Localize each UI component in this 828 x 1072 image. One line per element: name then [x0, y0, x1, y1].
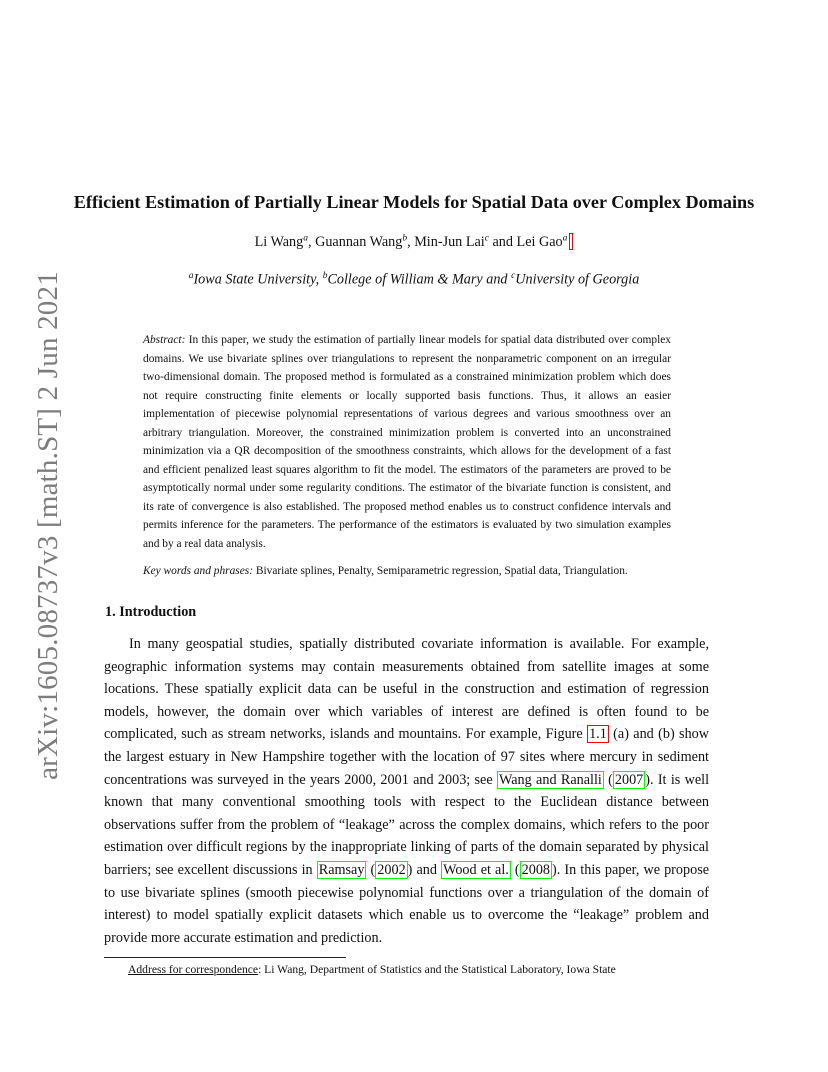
abstract-label: Abstract:: [143, 334, 186, 346]
paper-title: Efficient Estimation of Partially Linear Models for Spatial Data over Complex Domains: [73, 192, 755, 212]
keywords-label: Key words and phrases:: [143, 565, 254, 577]
arxiv-stamp: [18, 270, 78, 780]
affil-iowa: Iowa State University,: [193, 271, 320, 288]
arxiv-stamp-text: arXiv:1605.08737v3 [math.ST] 2 Jun 2021: [31, 270, 64, 780]
citation-wood-year[interactable]: 2008: [521, 861, 551, 878]
author-name: Lei Gao: [516, 234, 563, 250]
footnote-link-marker[interactable]: [569, 233, 573, 250]
author-name: Guannan Wang: [315, 234, 403, 250]
keywords-text: Bivariate splines, Penalty, Semiparametric regression, Spatial data, Triangulation.: [255, 565, 628, 577]
footnote-text: : Li Wang, Department of Statistics and the Statistical Laboratory, Iowa State: [258, 963, 616, 976]
affiliations: [30, 271, 798, 289]
affil-georgia: University of Georgia: [515, 271, 640, 288]
intro-text: ). It is well known that many conventional smoothing tools with respect to the Euclidean distance between observations suffer from the problem of “leakage” across the complex domains, which refers to the poor estimation over difficult regions by the inappropriate linking of parts of the domain separated by physical barriers; see excellent discussions in: [104, 771, 710, 878]
author-name: Li Wang: [254, 234, 304, 250]
keywords: [143, 565, 683, 577]
author-list: Li Wang$^a$, Guannan Wang$^b$, Min-Jun Lai$^c$ and Lei Gao$^a$: [30, 233, 798, 251]
abstract: [143, 331, 671, 553]
author-sup: b: [402, 233, 408, 244]
author-sup: c: [484, 233, 489, 244]
abstract-text: In this paper, we study the estimation of partially linear models for spatial data distributed over complex domains. We use bivariate splines over triangulations to represent the nonparametric component on an irregular two-dimensional domain. The proposed method is formulated as a constrained minimization problem which does not require constructing finite elements or locally supported basis functions. Thus, it allows an easier implementation of piecewise polynomial representations of various degrees and various smoothness over an arbitrary triangulation. Moreover, the constrained minimization problem is converted into an unconstrained minimization via a QR decomposition of the smoothness constraints, which allows for the development of a fast and efficient penalized least squares algorithm to fit the model. The estimators of the parameters are proved to be asymptotically normal under some regularity conditions. The estimator of the bivariate function is consistent, and its rate of convergence is also established. The proposed method enables us to construct confidence intervals and permits inference for the parameters. The performance of the estimators is evaluated by two simulation examples and by a real data analysis.: [143, 334, 671, 550]
author-sup: a: [562, 233, 568, 244]
author-name: Min-Jun Lai: [414, 234, 485, 250]
affil-sup: a: [188, 271, 194, 281]
citation-ramsay[interactable]: Ramsay: [318, 861, 365, 878]
affil-william-mary: College of William & Mary and: [327, 271, 508, 288]
introduction-paragraph: In many geospatial studies, spatially distributed covariate information is available. For example, geographic information systems may contain measurements obtained from satellite images at some locations. These spatially explicit data can be useful in the construction and estimation of regression models, however, the domain over which variables of interest are defined is often found to be complicated, such as stream networks, islands and mountains. For example, Figure 1.1 (a) and (b) show the largest estuary in New Hampshire together with the location of 97 sites where mercury in sediment concentrations was surveyed in the years 2000, 2001 and 2003; see Wang and Ranalli ( 2007 ). It is well known that many conventional smoothing tools with respect to the Euclidean distance between observations suffer from the problem of “leakage” across the complex domains, which refers to the poor estimation over difficult regions by the inappropriate linking of parts of the domain separated by physical barriers; see excellent discussions in Ramsay ( 2002 ) and Wood et al. ( 2008 ). In this paper, we propose to use bivariate splines (smooth piecewise polynomial functions over a triangulation of the domain of interest) to model spatially explicit datasets which enable us to overcome the “leakage” problem and provide more accurate estimation and prediction.: [104, 636, 710, 946]
intro-text: ) and: [407, 861, 437, 878]
author-and: and: [492, 234, 513, 250]
footnote-rule: [104, 957, 346, 958]
affil-sup: c: [511, 271, 516, 281]
intro-text: In many geospatial studies, spatially distributed covariate information is available. For example, geographic information systems may contain measurements obtained from satellite images at some locations. These spatially explicit data can be useful in the construction and estimation of regression models, however, the domain over which variables of interest are defined is often found to be complicated, such as stream networks, islands and mountains. For example, Figure: [104, 636, 709, 743]
footnote: [128, 963, 728, 976]
citation-wang-ranalli[interactable]: Wang and Ranalli: [499, 771, 602, 788]
figure-ref-link[interactable]: 1.1: [589, 726, 607, 743]
citation-ramsay-year[interactable]: 2002: [377, 861, 406, 878]
section-heading: 1. Introduction: [105, 604, 197, 620]
intro-text: (a) and (b) show the largest estuary in New Hampshire together with the location of 97 sites where mercury in sediment concentrations was surveyed in the years 2000, 2001 and 2003; see: [104, 726, 710, 788]
author-sup: a: [303, 233, 308, 244]
citation-wang-ranalli-year[interactable]: 2007: [614, 771, 644, 788]
footnote-label: Address for correspondence: [128, 963, 259, 976]
affil-sup: b: [322, 271, 328, 281]
intro-text: ). In this paper, we propose to use bivariate splines (smooth piecewise polynomial functions over a triangulation of the domain of interest) to model spatially explicit datasets which enable us to overcome the “leakage” problem and provide more accurate estimation and prediction.: [104, 861, 710, 946]
citation-wood[interactable]: Wood et al.: [443, 861, 509, 878]
